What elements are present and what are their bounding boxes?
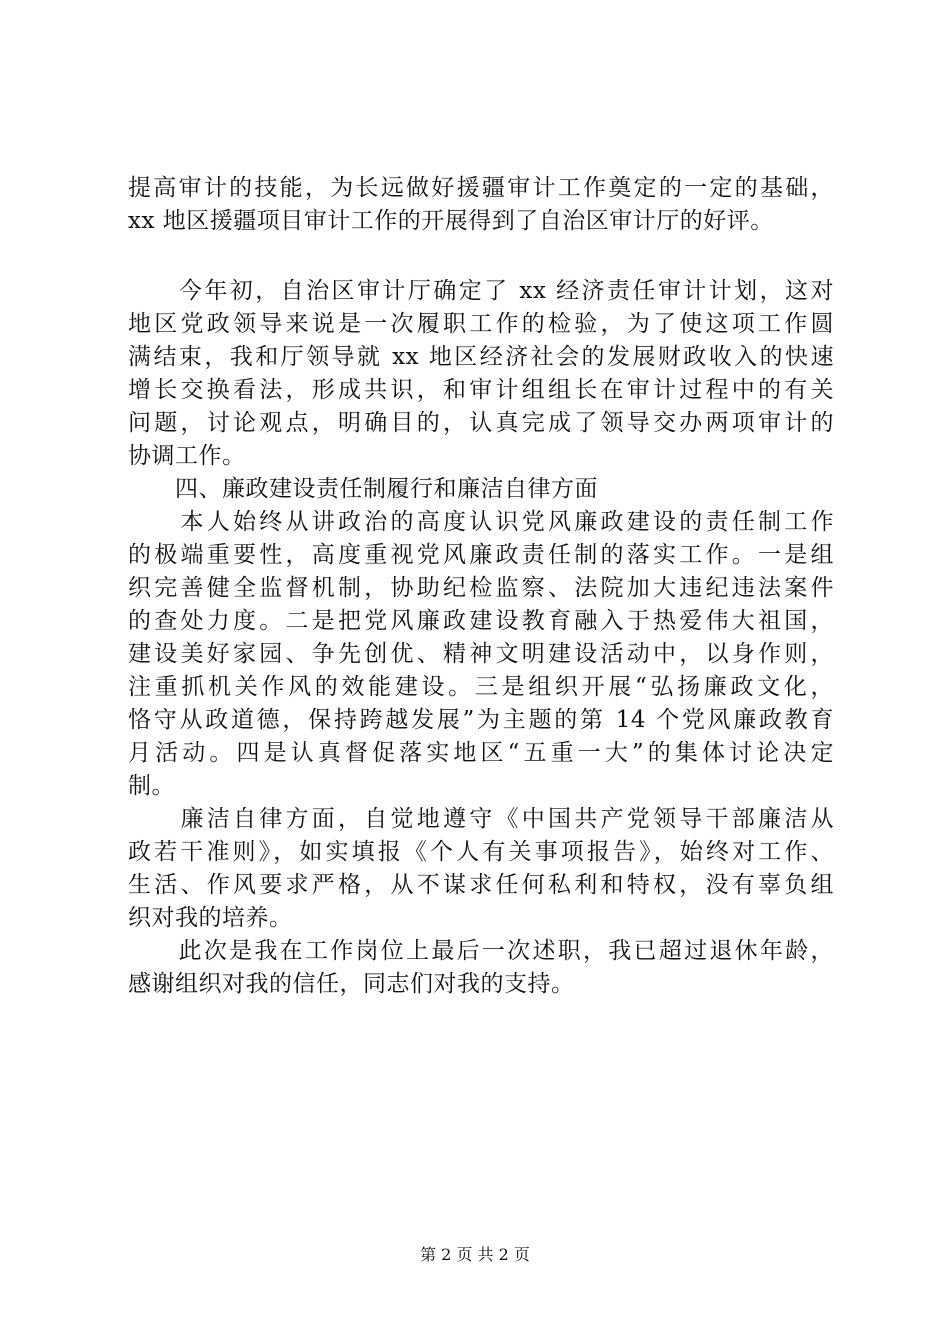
body-line: 此次是我在工作岗位上最后一次述职，我已超过退休年龄，: [128, 938, 834, 964]
body-line: 建设美好家园、争先创优、精神文明建设活动中，以身作则，: [128, 641, 834, 667]
body-line: 政若干准则》，如实填报《个人有关事项报告》，始终对工作、: [128, 839, 834, 865]
body-line: 协调工作。: [128, 443, 246, 469]
body-line: 今年初，自治区审计厅确定了 xx 经济责任审计计划，这对: [128, 278, 834, 304]
body-line: 织完善健全监督机制，协助纪检监察、法院加大违纪违法案件: [128, 575, 834, 601]
body-line: 廉洁自律方面，自觉地遵守《中国共产党领导干部廉洁从: [128, 806, 834, 832]
body-line: 地区党政领导来说是一次履职工作的检验，为了使这项工作圆: [128, 311, 834, 337]
body-line: 感谢组织对我的信任，同志们对我的支持。: [128, 971, 575, 997]
body-line: 本人始终从讲政治的高度认识党风廉政建设的责任制工作: [128, 509, 834, 535]
body-line: 提高审计的技能，为长远做好援疆审计工作奠定的一定的基础，: [128, 175, 834, 201]
body-line: 的极端重要性，高度重视党风廉政责任制的落实工作。一是组: [128, 542, 834, 568]
body-line: 问题，讨论观点，明确目的，认真完成了领导交办两项审计的: [128, 410, 834, 436]
body-line: 恪守从政道德，保持跨越发展”为主题的第 14 个党风廉政教育: [128, 707, 834, 733]
page-footer: [0, 1245, 950, 1265]
body-line: 的查处力度。二是把党风廉政建设教育融入于热爱伟大祖国，: [128, 608, 834, 634]
paragraph-gap: [128, 238, 834, 275]
document-body: [128, 172, 834, 1001]
body-line: xx 地区援疆项目审计工作的开展得到了自治区审计厅的好评。: [128, 208, 774, 234]
body-line: 月活动。四是认真督促落实地区“五重一大”的集体讨论决定: [128, 740, 834, 766]
body-line: 生活、作风要求严格，从不谋求任何私利和特权，没有辜负组: [128, 872, 834, 898]
body-line: 满结束，我和厅领导就 xx 地区经济社会的发展财政收入的快速: [128, 344, 834, 370]
body-line: 制。: [128, 773, 175, 799]
body-line: 注重抓机关作风的效能建设。三是组织开展“弘扬廉政文化，: [128, 674, 834, 700]
body-line: 增长交换看法，形成共识，和审计组组长在审计过程中的有关: [128, 377, 834, 403]
section-heading: 四、廉政建设责任制履行和廉洁自律方面: [128, 476, 598, 502]
body-line: 织对我的培养。: [128, 905, 293, 931]
page-indicator: 第 2 页 共 2 页: [420, 1245, 530, 1264]
